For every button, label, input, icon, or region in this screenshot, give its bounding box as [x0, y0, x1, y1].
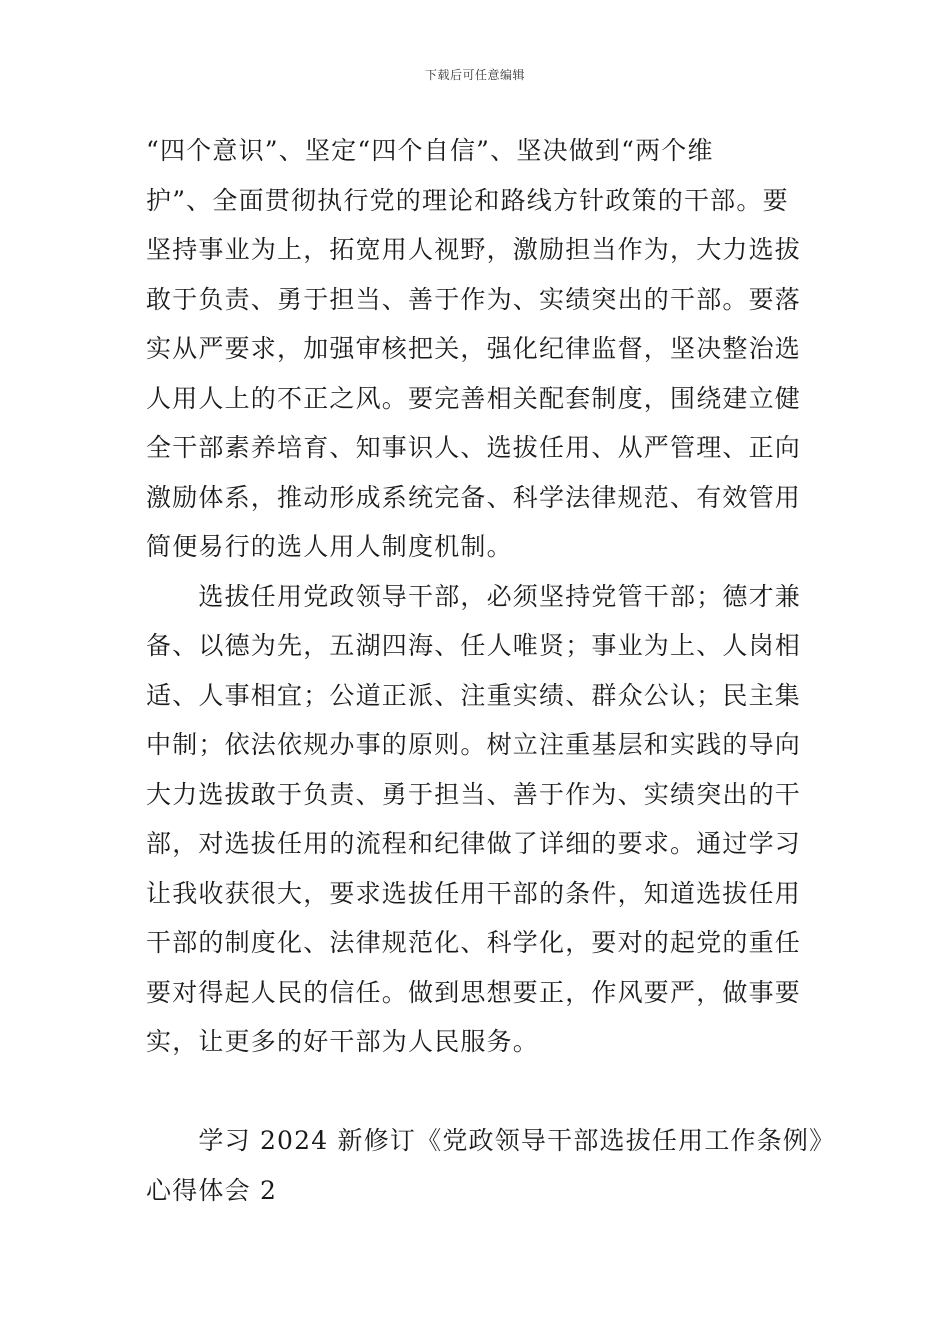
text-line: 敢于负责、勇于担当、善于作为、实绩突出的干部。要落 — [146, 284, 802, 314]
text-line: 护”、全面贯彻执行党的理论和路线方针政策的干部。要 — [146, 185, 789, 215]
section-title-line: 心得体会 2 — [146, 1175, 278, 1205]
text-line: 备、以德为先，五湖四海、任人唯贤；事业为上、人岗相 — [146, 631, 802, 660]
text-line: 大力选拔敢于负责、勇于担当、善于作为、实绩突出的干 — [146, 779, 802, 809]
paragraph-1 — [146, 126, 808, 572]
text-line: 干部的制度化、法律规范化、科学化，要对的起党的重任 — [146, 928, 802, 957]
section-title — [146, 1116, 836, 1215]
text-line: 要对得起人民的信任。做到思想要正，作风要严，做事要 — [146, 977, 802, 1007]
page-header-note: 下载后可任意编辑 — [424, 68, 525, 82]
text-line: 实，让更多的好干部为人民服务。 — [146, 1027, 540, 1056]
text-line: 适、人事相宜；公道正派、注重实绩、群众公认；民主集 — [146, 680, 802, 710]
text-line: 人用人上的不正之风。要完善相关配套制度，围绕建立健 — [146, 383, 802, 413]
text-line: 简便易行的选人用人制度机制。 — [146, 532, 513, 561]
text-line: 激励体系，推动形成系统完备、科学法律规范、有效管用 — [146, 482, 802, 512]
text-line: 选拔任用党政领导干部，必须坚持党管干部；德才兼 — [146, 581, 802, 611]
paragraph-spacer — [146, 1067, 808, 1117]
paragraph-2 — [146, 572, 808, 1067]
text-line: 中制；依法依规办事的原则。树立注重基层和实践的导向 — [146, 730, 802, 759]
document-body — [146, 126, 836, 1215]
text-line: 坚持事业为上，拓宽用人视野，激励担当作为，大力选拔 — [146, 235, 802, 264]
text-line: 全干部素养培育、知事识人、选拔任用、从严管理、正向 — [146, 433, 802, 462]
text-line: 实从严要求，加强审核把关，强化纪律监督，坚决整治选 — [146, 334, 802, 363]
text-line: “四个意识”、坚定“四个自信”、坚决做到“两个维 — [146, 136, 714, 165]
section-title-line: 学习 2024 新修订《党政领导干部选拔任用工作条例》 — [146, 1126, 836, 1155]
text-line: 部，对选拔任用的流程和纪律做了详细的要求。通过学习 — [146, 829, 802, 858]
text-line: 让我收获很大，要求选拔任用干部的条件，知道选拔任用 — [146, 878, 802, 908]
